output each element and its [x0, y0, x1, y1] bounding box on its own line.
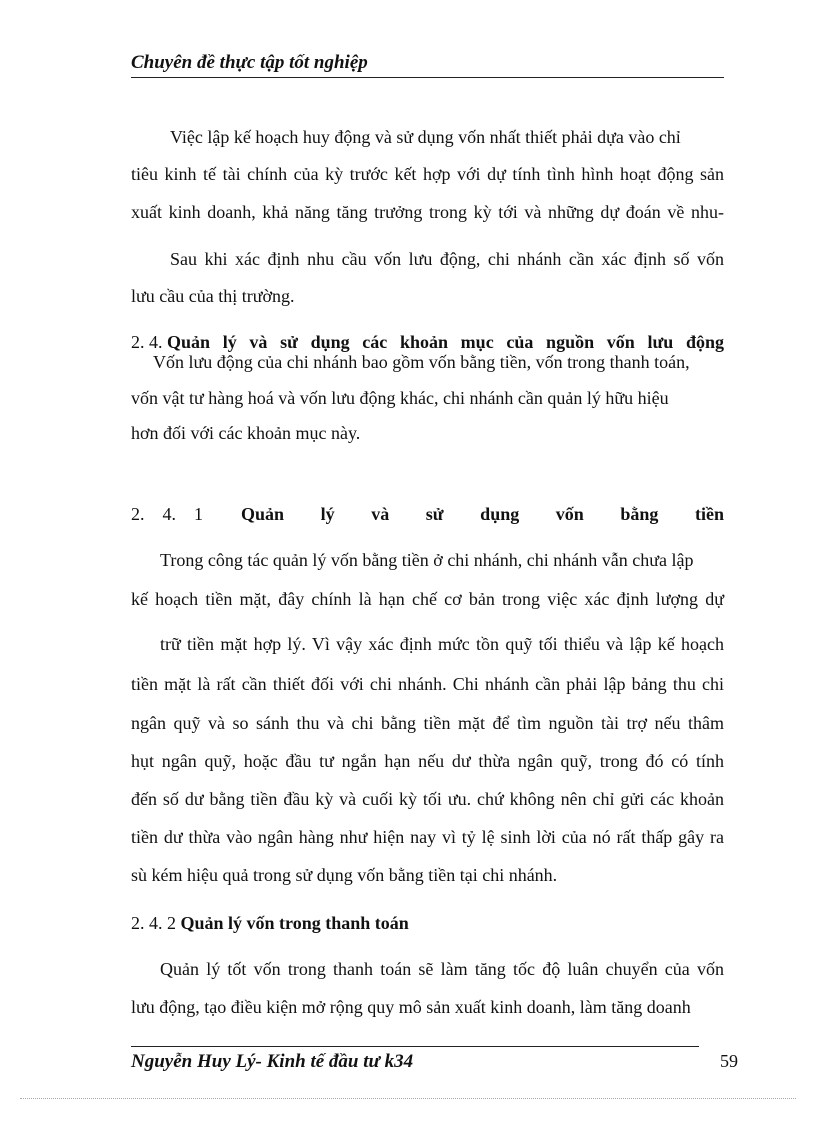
- section-heading: [131, 331, 724, 353]
- paragraph-line: lưu động, tạo điều kiện mở rộng quy mô sản xuất kinh doanh, làm tăng doanh: [131, 997, 691, 1017]
- subsection-heading: [131, 503, 724, 525]
- paragraph-line: tiền dư thừa vào ngân hàng như hiện nay vì tỷ lệ sinh lời của nó rất thấp gây ra: [131, 827, 724, 847]
- subsection-title: Quản lý vốn trong thanh toán: [180, 913, 409, 933]
- paragraph-line: Việc lập kế hoạch huy động và sử dụng vốn nhất thiết phải dựa vào chỉ: [170, 127, 681, 147]
- paragraph-line: lưu cầu của thị trường.: [131, 286, 295, 306]
- paragraph-line: Sau khi xác định nhu cầu vốn lưu động, chi nhánh cần xác định số vốn: [170, 249, 724, 269]
- paragraph-line: hụt ngân quỹ, hoặc đầu tư ngắn hạn nếu dư thừa ngân quỹ, trong đó có tính: [131, 751, 724, 771]
- paragraph-line: vốn vật tư hàng hoá và vốn lưu động khác, chi nhánh cần quản lý hữu hiệu: [131, 388, 669, 408]
- paragraph-line: trữ tiền mặt hợp lý. Vì vậy xác định mức tồn quỹ tối thiểu và lập kế hoạch: [160, 634, 724, 654]
- paragraph-line: Quản lý tốt vốn trong thanh toán sẽ làm tăng tốc độ luân chuyển của vốn: [160, 959, 724, 979]
- paragraph-line: Trong công tác quản lý vốn bằng tiền ở chi nhánh, chi nhánh vẫn chưa lập: [160, 550, 694, 570]
- paragraph-line: kế hoạch tiền mặt, đây chính là hạn chế cơ bản trong việc xác định lượng dự: [131, 589, 724, 609]
- subsection-number: 2. 4. 1: [131, 504, 203, 524]
- footer-divider: [131, 1046, 699, 1047]
- page-number: 59: [720, 1051, 738, 1071]
- subsection-heading: [131, 912, 409, 934]
- paragraph-line: hơn đối với các khoản mục này.: [131, 423, 361, 443]
- paragraph-line: đến số dư bằng tiền đầu kỳ và cuối kỳ tối ưu. chứ không nên chỉ gửi các khoản: [131, 789, 724, 809]
- subsection-title: Quản lý và sử dụng vốn bằng tiền: [241, 504, 724, 524]
- page-header: [131, 51, 724, 78]
- page-bottom-border: [20, 1098, 796, 1099]
- paragraph-line: ngân quỹ và so sánh thu và chi bằng tiền mặt để tìm nguồn tài trợ nếu thâm: [131, 713, 724, 733]
- paragraph-line: tiêu kinh tế tài chính của kỳ trước kết hợp với dự tính tình hình hoạt động sản: [131, 164, 724, 184]
- paragraph-line: sù kém hiệu quả trong sử dụng vốn bằng tiền tại chi nhánh.: [131, 865, 558, 885]
- paragraph-line: tiền mặt là rất cần thiết đối với chi nhánh. Chi nhánh cần phải lập bảng thu chi: [131, 674, 724, 694]
- subsection-number: 2. 4. 2: [131, 913, 181, 933]
- paragraph-line: Vốn lưu động của chi nhánh bao gồm vốn bằng tiền, vốn trong thanh toán,: [153, 352, 690, 372]
- paragraph-line: xuất kinh doanh, khả năng tăng trưởng trong kỳ tới và những dự đoán về nhu-: [131, 202, 724, 222]
- section-number: 2. 4.: [131, 332, 167, 352]
- footer-author: Nguyễn Huy Lý- Kinh tế đầu tư k34: [131, 1051, 414, 1072]
- header-title: Chuyên đề thực tập tốt nghiệp: [131, 52, 368, 73]
- section-title: Quản lý và sử dụng các khoản mục của nguồn vốn lưu động: [167, 332, 724, 352]
